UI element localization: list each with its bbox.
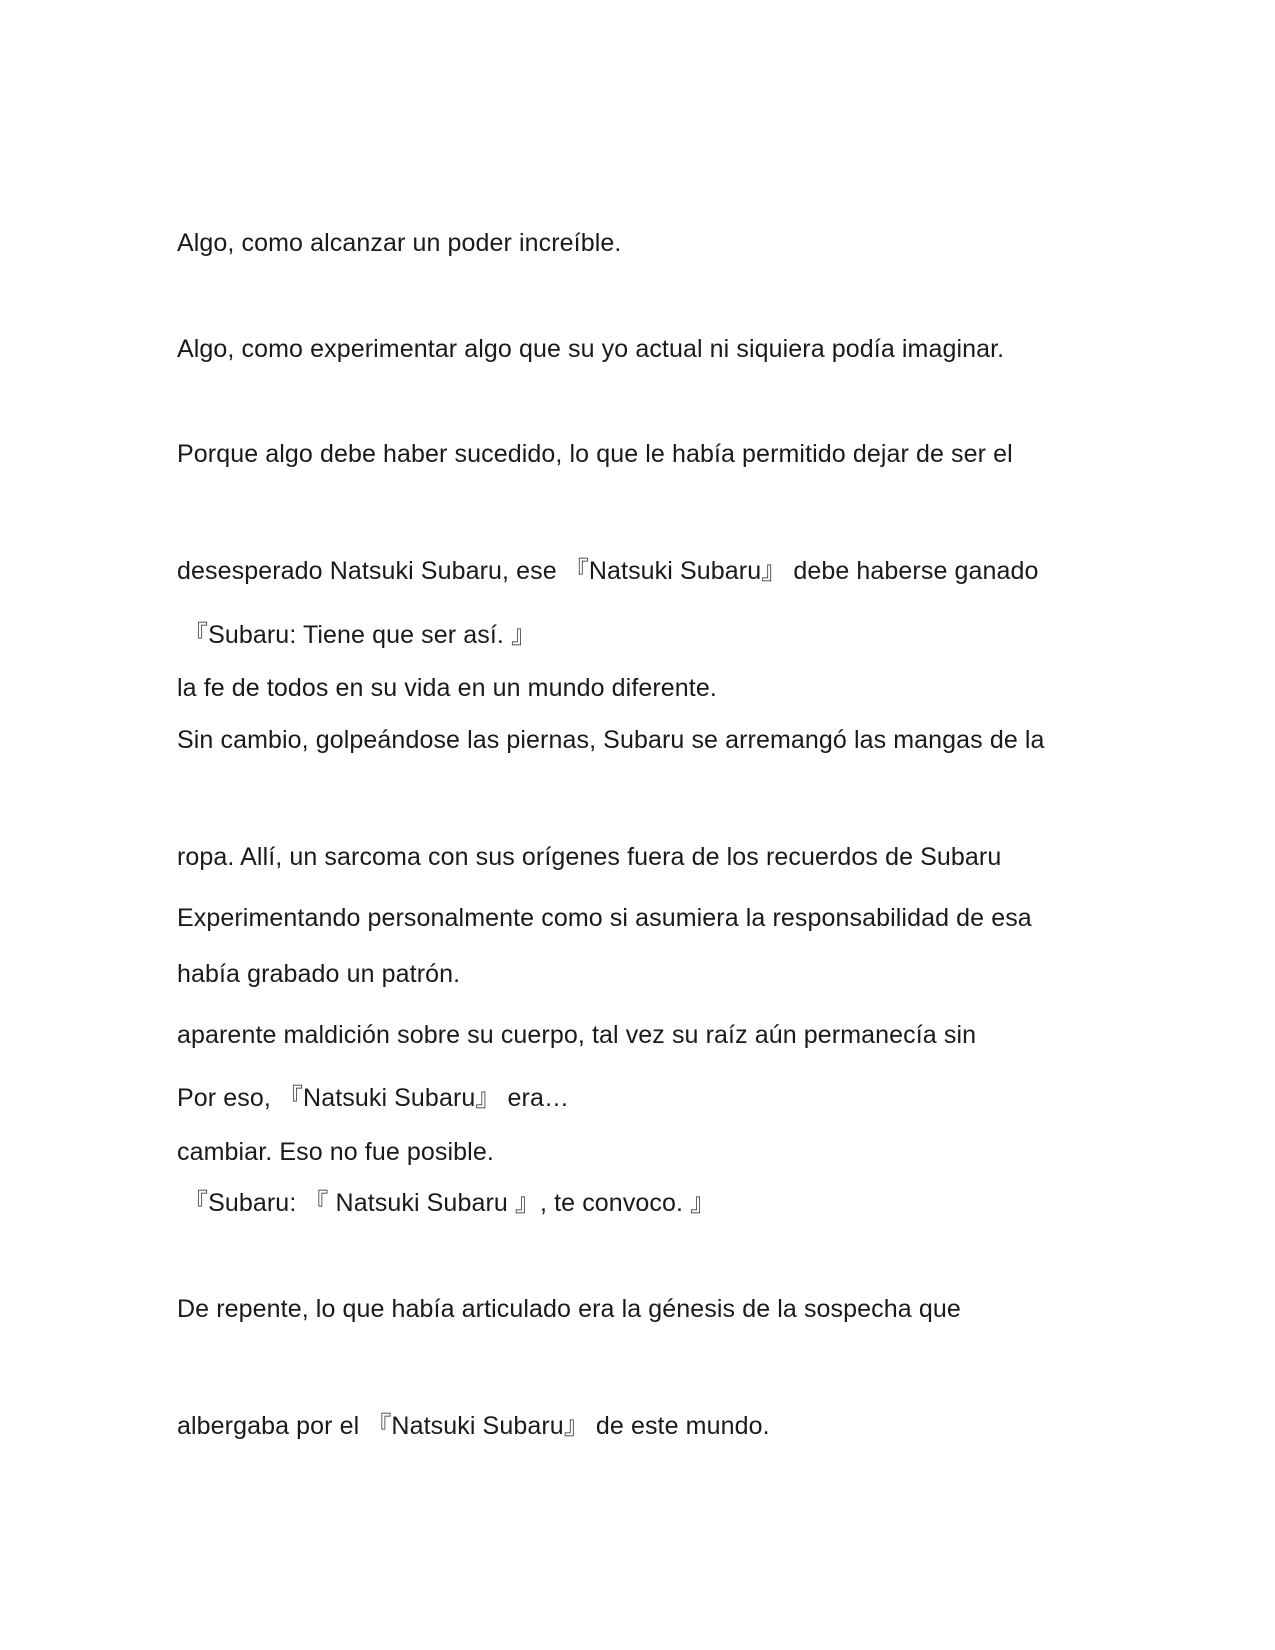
paragraph-9 <box>177 1212 1097 1524</box>
text-line: Algo, como alcanzar un poder increíble. <box>177 229 622 257</box>
text-line: 『Subaru: Tiene que ser así. 』 <box>183 621 537 649</box>
text-line: Algo, como experimentar algo que su yo actual ni siquiera podía imaginar. <box>177 335 1005 363</box>
text-line: desesperado Natsuki Subaru, ese 『Natsuki Subaru』 debe haberse ganado <box>177 557 1039 585</box>
text-line: Porque algo debe haber sucedido, lo que le había permitido dejar de ser el <box>177 440 1013 468</box>
text-line: albergaba por el 『Natsuki Subaru』 de este mundo. <box>177 1412 770 1440</box>
text-line: 『Subaru: 『 Natsuki Subaru 』, te convoco. 』 <box>183 1189 716 1217</box>
text-line: había grabado un patrón. <box>177 960 461 988</box>
text-line: la fe de todos en su vida en un mundo diferente. <box>177 674 717 702</box>
text-line: Por eso, 『Natsuki Subaru』 era… <box>177 1084 570 1112</box>
text-line: aparente maldición sobre su cuerpo, tal vez su raíz aún permanecía sin <box>177 1021 977 1049</box>
text-line: De repente, lo que había articulado era la génesis de la sospecha que <box>177 1295 961 1323</box>
text-line: Sin cambio, golpeándose las piernas, Subaru se arremangó las mangas de la <box>177 726 1045 754</box>
text-line: Experimentando personalmente como si asumiera la responsabilidad de esa <box>177 904 1032 932</box>
text-line: ropa. Allí, un sarcoma con sus orígenes fuera de los recuerdos de Subaru <box>177 843 1002 871</box>
text-line: cambiar. Eso no fue posible. <box>177 1138 494 1166</box>
